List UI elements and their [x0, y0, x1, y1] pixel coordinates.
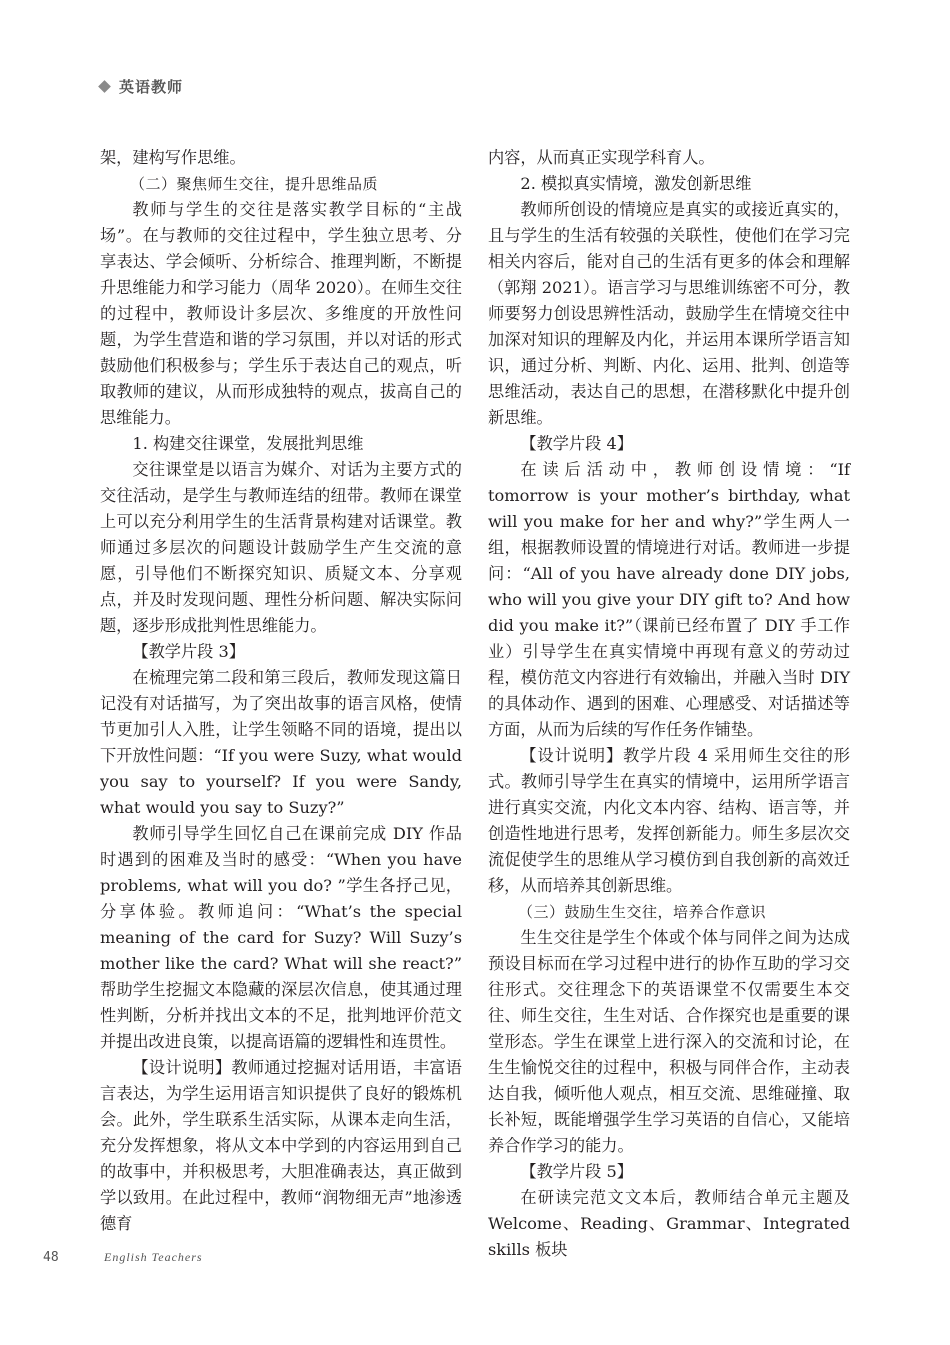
paragraph-continuation: 架，建构写作思维。	[100, 148, 246, 167]
subsection-heading: 2. 模拟真实情境，激发创新思维	[520, 174, 752, 193]
paragraph: 教师引导学生回忆自己在课前完成 DIY 作品时遇到的困难及当时的感受：“When you have problems, what will you do? ”学生各抒己见，分享体验。教师追问：“What’s the special meaning of the card for Suzy? Will Suzy’s mother like the card? What will she react?” 帮助学生挖掘文本隐藏的深层次信息，使其通过理性判断，分析并找出文本的不足，批判地评价范文并提出改进良策，以提高语篇的逻辑性和连贯性。	[100, 824, 462, 1051]
paragraph: 【设计说明】教师通过挖掘对话用语，丰富语言表达，为学生运用语言知识提供了良好的锻炼机会。此外，学生联系生活实际，从课本走向生活，充分发挥想象，将从文本中学到的内容运用到自己的故事中，并积极思考，大胆准确表达，真正做到学以致用。在此过程中，教师“润物细无声”地渗透德育	[100, 1058, 462, 1233]
journal-header	[100, 76, 183, 97]
segment-label: 【教学片段 5】	[520, 1162, 633, 1181]
paragraph: 【设计说明】教学片段 4 采用师生交往的形式。教师引导学生在真实的情境中，运用所学语言进行真实交流，内化文本内容、结构、语言等，并创造性地进行思考，发挥创新能力。师生多层次交流促使学生的思维从学习模仿到自我创新的高效迁移，从而培养其创新思维。	[488, 746, 850, 895]
paragraph: 在读后活动中，教师创设情境：“If tomorrow is your mother’s birthday, what will you make for her and why?”学生两人一组，根据教师设置的情境进行对话。教师进一步提问：“All of you have already done DIY jobs, who will you give your DIY gift to? And how did you make it?”（课前已经布置了 DIY 手工作业）引导学生在真实情境中再现有意义的劳动过程，模仿范文内容进行有效输出，并融入当时 DIY 的具体动作、遇到的困难、心理感受、对话描述等方面，从而为后续的写作任务作铺垫。	[488, 460, 850, 739]
paragraph: 教师所创设的情境应是真实的或接近真实的，且与学生的生活有较强的关联性，使他们在学习完相关内容后，能对自己的生活有更多的体会和理解（郭翔 2021）。语言学习与思维训练密不可分，教师要努力创设思辨性活动，鼓励学生在情境交往中加深对知识的理解及内化，并运用本课所学语言知识，通过分析、判断、内化、运用、批判、创造等思维活动，表达自己的思想，在潜移默化中提升创新思维。	[488, 200, 850, 427]
journal-title: 英语教师	[119, 78, 184, 96]
section-heading: （三）鼓励生生交往，培养合作意识	[518, 903, 767, 921]
paragraph: 在研读完范文文本后，教师结合单元主题及 Welcome、Reading、Grammar、Integrated skills 板块	[488, 1188, 850, 1259]
subsection-heading: 1. 构建交往课堂，发展批判思维	[132, 434, 364, 453]
paragraph: 教师与学生的交往是落实教学目标的“主战场”。在与教师的交往过程中，学生独立思考、分享表达、学会倾听、分析综合、推理判断，不断提升思维能力和学习能力（周华 2020）。在师生交往的过程中，教师设计多层次、多维度的开放性问题，为学生营造和谐的学习氛围，并以对话的形式鼓励他们积极参与；学生乐于表达自己的观点，听取教师的建议，从而形成独特的观点，拔高自己的思维能力。	[100, 200, 462, 427]
right-column	[488, 145, 850, 1263]
journal-english-title: English Teachers	[104, 1250, 203, 1264]
section-heading: （二）聚焦师生交往，提升思维品质	[130, 175, 379, 193]
page-footer	[0, 1250, 950, 1270]
segment-label: 【教学片段 3】	[132, 642, 245, 661]
paragraph-continuation: 内容，从而真正实现学科育人。	[488, 148, 715, 167]
paragraph: 生生交往是学生个体或个体与同伴之间为达成预设目标而在学习过程中进行的协作互助的学习交往形式。交往理念下的英语课堂不仅需要生本交往、师生交往，生生对话、合作探究也是重要的课堂形态。学生在课堂上进行深入的交流和讨论，在生生愉悦交往的过程中，积极与同伴合作，主动表达自我，倾听他人观点，相互交流、思维碰撞、取长补短，既能增强学生学习英语的自信心，又能培养合作学习的能力。	[488, 928, 850, 1155]
paragraph: 在梳理完第二段和第三段后，教师发现这篇日记没有对话描写，为了突出故事的语言风格，使情节更加引人入胜，让学生领略不同的语境，提出以下开放性问题：“If you were Suzy, what would you say to yourself? If you were Sandy, what would you say to Suzy?”	[100, 668, 462, 817]
page-number: 48	[43, 1250, 59, 1265]
left-column	[100, 145, 462, 1237]
diamond-icon	[98, 80, 111, 93]
paragraph: 交往课堂是以语言为媒介、对话为主要方式的交往活动，是学生与教师连结的纽带。教师在课堂上可以充分利用学生的生活背景构建对话课堂。教师通过多层次的问题设计鼓励学生产生交流的意愿，引导他们不断探究知识、质疑文本、分享观点，并及时发现问题、理性分析问题、解决实际问题，逐步形成批判性思维能力。	[100, 460, 462, 635]
segment-label: 【教学片段 4】	[520, 434, 633, 453]
